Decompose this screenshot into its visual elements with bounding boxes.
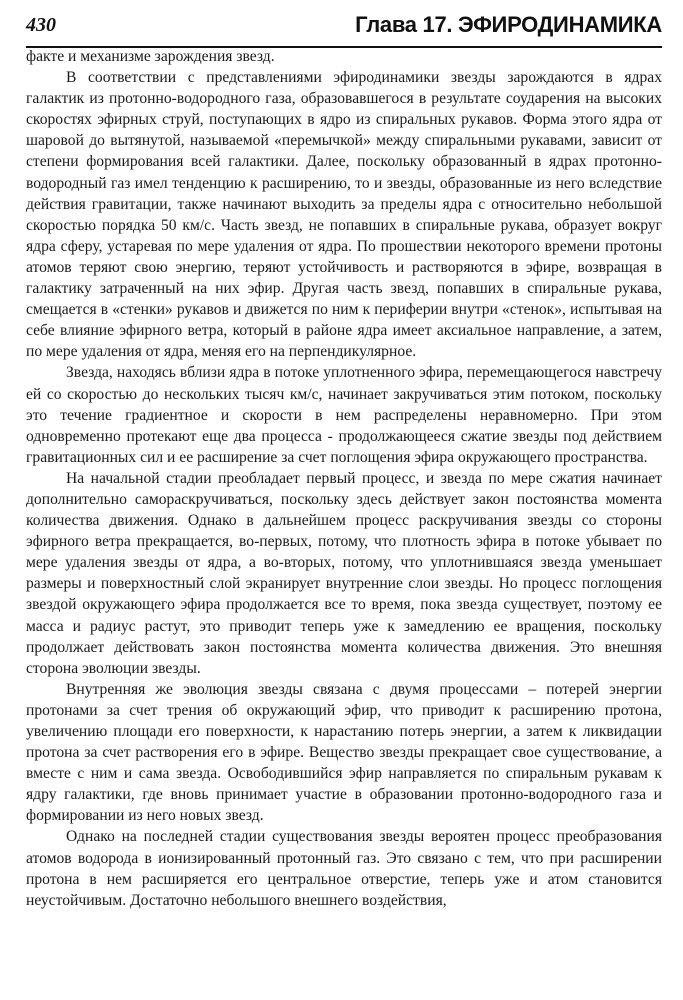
paragraph: Внутренняя же эволюция звезды связана с двумя процессами – потерей энергии протонами за счет трения об окружающий эфир, что приводит к расширению протона, увеличению площади его поверхности, к нарастанию потерь энергии, а затем к ликвидации протона за счет растворения его в эфире. Вещество звезды прекращает свое существование, а вместе с ним и сама звезда. Освободившийся эфир направляется по спиральным рукавам к ядру галактики, где вновь принимает участие в образовании протонно-водородного газа и формировании из него новых звезд. [26, 680, 662, 825]
page-number: 430 [26, 14, 56, 36]
body-text [26, 46, 662, 911]
paragraph: Звезда, находясь вблизи ядра в потоке уплотненного эфира, перемещающегося навстречу ей со скоростью до нескольких тысяч км/с, начинает закручиваться этим потоком, поскольку это течение градиентное и скорости в нем распределены неравномерно. При этом одновременно протекают еще два процесса - продолжающееся сжатие звезды под действием гравитационных сил и ее расширение за счет поглощения эфира окружающего пространства. [26, 364, 662, 466]
paragraph-continuation: факте и механизме зарождения звезд. [26, 48, 275, 65]
paragraph: Однако на последней стадии существования звезды вероятен процесс преобразования атомов водорода в ионизированный протонный газ. Это связано с тем, что при расширении протона в нем расширяется его центральное отверстие, теперь уже и атом становится неустойчивым. Достаточно небольшого внешнего воздействия, [26, 828, 662, 909]
chapter-title: Глава 17. ЭФИРОДИНАМИКА [355, 12, 662, 37]
paragraph: В соответствии с представлениями эфиродинамики звезды зарождаются в ядрах галактик из протонно-водородного газа, образовавшегося в результате соударения на высоких скоростях эфирных струй, поступающих в ядро из спиральных рукавов. Форма этого ядра от шаровой до вытянутой, называемой «перемычкой» между спиральными рукавами, зависит от степени формирования всей галактики. Далее, поскольку образованный в ядрах протонно-водородный газ имел тенденцию к расширению, то и звезды, образованные из него вследствие действия гравитации, также начинают выходить за пределы ядра с относительно небольшой скоростью порядка 50 км/с. Часть звезд, не попавших в спиральные рукава, образует вокруг ядра сферу, устаревая по мере удаления от ядра. По прошествии некоторого времени протоны атомов теряют свою энергию, теряют устойчивость и растворяются в эфире, возвращая в галактику затраченный на них эфир. Другая часть звезд, попавших в спиральные рукава, смещается в «стенки» рукавов и движется по ним к периферии внутри «стенок», испытывая на себе влияние эфирного ветра, который в районе ядра имеет аксиальное направление, а затем, по мере удаления от ядра, меняя его на перпендикулярное. [26, 69, 662, 361]
page-header [26, 10, 662, 48]
paragraph: На начальной стадии преобладает первый процесс, и звезда по мере сжатия начинает дополнительно самораскручиваться, поскольку здесь действует закон постоянства момента количества движения. Однако в дальнейшем процесс раскручивания звезды со стороны эфирного ветра прекращается, во-первых, потому, что плотность эфира в потоке убывает по мере удаления звезды от ядра, а во-вторых, потому, что уплотнившаяся звезда уменьшает размеры и поверхностный слой экранирует внутренние слои звезды. Но процесс поглощения звездой окружающего эфира продолжается все то время, пока звезда существует, поэтому ее масса и радиус растут, это приводит теперь уже к замедлению ее вращения, поскольку продолжает действовать закон постоянства момента количества движения. Это внешняя сторона эволюции звезды. [26, 469, 662, 677]
